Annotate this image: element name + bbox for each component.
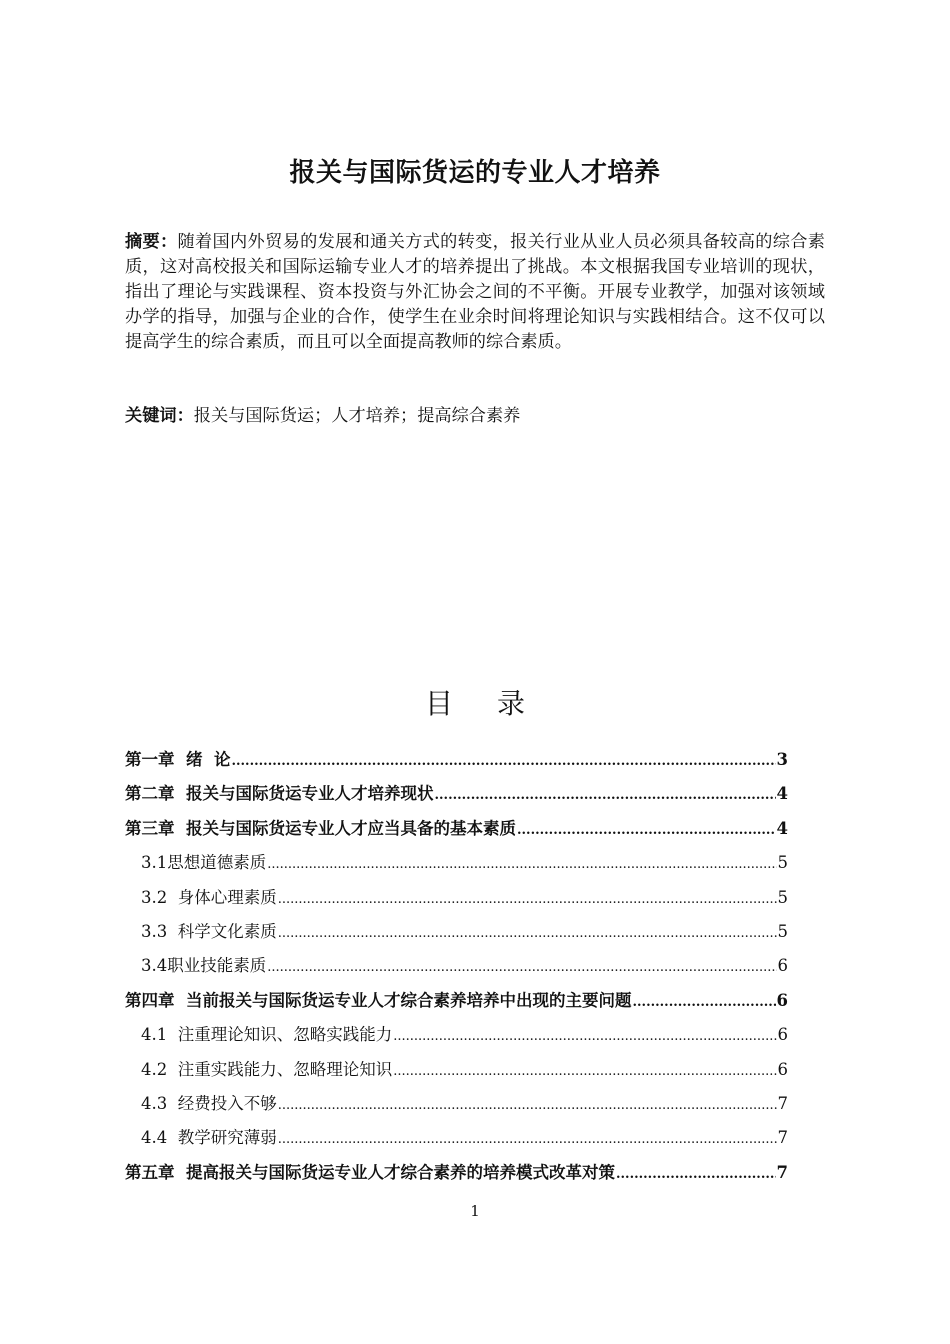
toc-entry[interactable] (125, 1087, 788, 1121)
toc-entry[interactable] (125, 1053, 788, 1087)
keywords-section (125, 404, 825, 429)
toc-entry-page: 7 (776, 1162, 788, 1182)
toc-entry[interactable] (125, 846, 788, 880)
toc-entry-page: 3 (776, 750, 788, 769)
toc-entry-page: 7 (777, 1093, 788, 1113)
toc-dot-leader (517, 814, 776, 848)
toc-dot-leader (231, 745, 775, 779)
toc-entry-page: 6 (776, 990, 788, 1010)
toc-entry[interactable] (125, 949, 788, 983)
toc-entry-label: 第三章 报关与国际货运专业人才应当具备的基本素质 (125, 818, 516, 838)
toc-entry-page: 5 (777, 853, 788, 873)
abstract-label: 摘要： (125, 232, 178, 252)
toc-title-char-1: 目 (424, 687, 453, 720)
abstract-section (125, 230, 825, 355)
keywords-text: 报关与国际货运；人才培养；提高综合素养 (193, 406, 521, 426)
toc-entry-label: 3.1思想道德素质 (141, 853, 267, 873)
toc-entry-page: 5 (777, 887, 788, 907)
toc-dot-leader (278, 1123, 777, 1157)
toc-title-char-2: 录 (497, 687, 526, 720)
toc-entry-label: 第五章 提高报关与国际货运专业人才综合素养的培养模式改革对策 (125, 1162, 615, 1182)
toc-entry[interactable] (125, 777, 788, 811)
toc-dot-leader (278, 883, 777, 917)
toc-entry-label: 4.3 经费投入不够 (141, 1093, 277, 1113)
toc-entry-page: 4 (776, 784, 788, 804)
toc-dot-leader (633, 986, 776, 1020)
toc-entry[interactable] (125, 1018, 788, 1052)
toc-entry-page: 6 (777, 1025, 788, 1045)
toc-dot-leader (435, 779, 776, 813)
toc-entry[interactable] (125, 915, 788, 949)
toc-entry-label: 4.4 教学研究薄弱 (141, 1128, 277, 1148)
toc-dot-leader (393, 1055, 776, 1089)
toc-entry-label: 3.2 身体心理素质 (141, 887, 277, 907)
toc-entry-page: 7 (777, 1128, 788, 1148)
toc-entry-label: 第二章 报关与国际货运专业人才培养现状 (125, 784, 434, 804)
toc-entry-label: 3.3 科学文化素质 (141, 921, 277, 941)
abstract-text: 随着国内外贸易的发展和通关方式的转变，报关行业从业人员必须具备较高的综合素质，这对高校报关和国际运输专业人才的培养提出了挑战。本文根据我国专业培训的现状，指出了理论与实践课程、资本投资与外汇协会之间的不平衡。开展专业教学，加强对该领域办学的指导，加强与企业的合作，使学生在业余时间将理论知识与实践相结合。这不仅可以提高学生的综合素质，而且可以全面提高教师的综合素质。 (125, 232, 825, 352)
toc-dot-leader (267, 848, 776, 882)
toc-entry-label: 3.4职业技能素质 (141, 956, 267, 976)
toc-dot-leader (278, 917, 777, 951)
toc-entry-page: 6 (777, 956, 788, 976)
toc-dot-leader (267, 951, 776, 985)
toc-entry-label: 4.1 注重理论知识、忽略实践能力 (141, 1025, 393, 1045)
document-title: 报关与国际货运的专业人才培养 (289, 158, 661, 188)
toc-entry[interactable] (125, 812, 788, 846)
toc-dot-leader (616, 1158, 776, 1192)
keywords-label: 关键词： (125, 406, 194, 426)
toc-entry-page: 4 (776, 818, 788, 838)
toc-entry[interactable] (125, 984, 788, 1018)
toc-entry-label: 第一章 绪 论 (125, 750, 231, 769)
toc-entry[interactable] (125, 1121, 788, 1155)
toc-entry-label: 第四章 当前报关与国际货运专业人才综合素养培养中出现的主要问题 (125, 990, 632, 1010)
toc-entry-page: 5 (777, 921, 788, 941)
toc-entry[interactable] (125, 1156, 788, 1190)
toc-entry[interactable] (125, 881, 788, 915)
toc-dot-leader (278, 1089, 777, 1123)
toc-dot-leader (393, 1020, 776, 1054)
table-of-contents (125, 743, 788, 1190)
toc-entry-page: 6 (777, 1059, 788, 1079)
toc-entry[interactable] (125, 743, 788, 777)
page-number: 1 (470, 1202, 480, 1220)
toc-entry-label: 4.2 注重实践能力、忽略理论知识 (141, 1059, 393, 1079)
toc-title (0, 682, 950, 722)
